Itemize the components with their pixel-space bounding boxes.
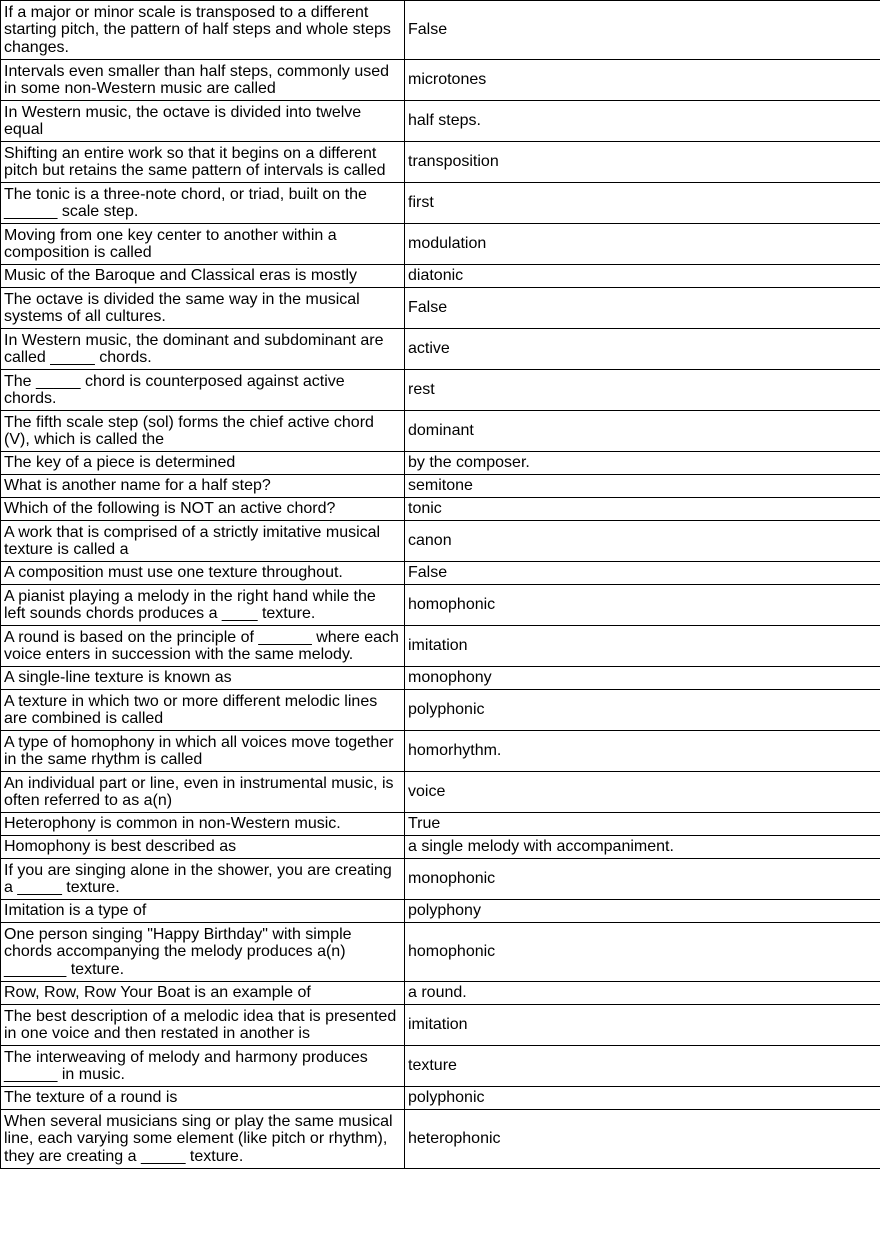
question-cell: The fifth scale step (sol) forms the chief active chord (V), which is called the: [1, 411, 405, 452]
answer-cell: half steps.: [405, 101, 880, 142]
answer-cell: by the composer.: [405, 452, 880, 475]
table-row: [1, 900, 880, 923]
table-row: [1, 142, 880, 183]
table-row: [1, 772, 880, 813]
answer-cell: homorhythm.: [405, 731, 880, 772]
table-row: [1, 1110, 880, 1169]
question-cell: A pianist playing a melody in the right hand while the left sounds chords produces a ____ texture.: [1, 585, 405, 626]
question-cell: A round is based on the principle of ______ where each voice enters in succession with the same melody.: [1, 626, 405, 667]
answer-cell: polyphonic: [405, 1087, 880, 1110]
question-cell: Which of the following is NOT an active chord?: [1, 498, 405, 521]
answer-cell: False: [405, 288, 880, 329]
question-cell: Intervals even smaller than half steps, commonly used in some non-Western music are called: [1, 60, 405, 101]
question-cell: When several musicians sing or play the same musical line, each varying some element (like pitch or rhythm), they are creating a _____ texture.: [1, 1110, 405, 1169]
table-row: [1, 585, 880, 626]
question-cell: An individual part or line, even in instrumental music, is often referred to as a(n): [1, 772, 405, 813]
question-cell: A composition must use one texture throughout.: [1, 562, 405, 585]
question-cell: If you are singing alone in the shower, you are creating a _____ texture.: [1, 859, 405, 900]
table-row: [1, 1087, 880, 1110]
table-row: [1, 329, 880, 370]
table-row: [1, 521, 880, 562]
answer-cell: texture: [405, 1046, 880, 1087]
question-cell: The key of a piece is determined: [1, 452, 405, 475]
answer-cell: True: [405, 813, 880, 836]
answer-cell: a single melody with accompaniment.: [405, 836, 880, 859]
answer-cell: homophonic: [405, 923, 880, 982]
question-cell: A single-line texture is known as: [1, 667, 405, 690]
question-cell: Imitation is a type of: [1, 900, 405, 923]
table-row: [1, 982, 880, 1005]
question-cell: One person singing "Happy Birthday" with simple chords accompanying the melody produces a(n) _______ texture.: [1, 923, 405, 982]
table-row: [1, 562, 880, 585]
question-cell: The tonic is a three-note chord, or triad, built on the ______ scale step.: [1, 183, 405, 224]
question-cell: The interweaving of melody and harmony produces ______ in music.: [1, 1046, 405, 1087]
answer-cell: first: [405, 183, 880, 224]
answer-cell: transposition: [405, 142, 880, 183]
table-row: [1, 836, 880, 859]
table-row: [1, 690, 880, 731]
table-row: [1, 288, 880, 329]
table-row: [1, 626, 880, 667]
answer-cell: semitone: [405, 475, 880, 498]
answer-cell: canon: [405, 521, 880, 562]
answer-cell: False: [405, 1, 880, 60]
table-row: [1, 101, 880, 142]
answer-cell: monophonic: [405, 859, 880, 900]
answer-cell: microtones: [405, 60, 880, 101]
answer-cell: heterophonic: [405, 1110, 880, 1169]
answer-cell: imitation: [405, 626, 880, 667]
answer-cell: active: [405, 329, 880, 370]
table-row: [1, 667, 880, 690]
answer-cell: homophonic: [405, 585, 880, 626]
question-cell: The best description of a melodic idea that is presented in one voice and then restated in another is: [1, 1005, 405, 1046]
question-cell: In Western music, the octave is divided into twelve equal: [1, 101, 405, 142]
question-cell: The _____ chord is counterposed against active chords.: [1, 370, 405, 411]
table-row: [1, 1005, 880, 1046]
table-row: [1, 475, 880, 498]
answer-cell: a round.: [405, 982, 880, 1005]
question-cell: Music of the Baroque and Classical eras is mostly: [1, 265, 405, 288]
answer-cell: monophony: [405, 667, 880, 690]
answer-cell: rest: [405, 370, 880, 411]
table-row: [1, 411, 880, 452]
question-cell: Moving from one key center to another within a composition is called: [1, 224, 405, 265]
table-row: [1, 813, 880, 836]
question-cell: What is another name for a half step?: [1, 475, 405, 498]
question-cell: Heterophony is common in non-Western music.: [1, 813, 405, 836]
answer-cell: False: [405, 562, 880, 585]
table-row: [1, 923, 880, 982]
question-cell: A texture in which two or more different melodic lines are combined is called: [1, 690, 405, 731]
question-cell: A type of homophony in which all voices move together in the same rhythm is called: [1, 731, 405, 772]
question-cell: Homophony is best described as: [1, 836, 405, 859]
question-cell: The texture of a round is: [1, 1087, 405, 1110]
question-cell: In Western music, the dominant and subdominant are called _____ chords.: [1, 329, 405, 370]
table-row: [1, 1046, 880, 1087]
answer-cell: diatonic: [405, 265, 880, 288]
answer-cell: imitation: [405, 1005, 880, 1046]
table-row: [1, 731, 880, 772]
table-row: [1, 452, 880, 475]
answer-cell: polyphonic: [405, 690, 880, 731]
answer-cell: dominant: [405, 411, 880, 452]
table-row: [1, 224, 880, 265]
question-cell: The octave is divided the same way in the musical systems of all cultures.: [1, 288, 405, 329]
table-row: [1, 265, 880, 288]
answer-cell: voice: [405, 772, 880, 813]
question-cell: A work that is comprised of a strictly imitative musical texture is called a: [1, 521, 405, 562]
flashcard-table-body: [1, 1, 880, 1169]
table-row: [1, 1, 880, 60]
table-row: [1, 859, 880, 900]
question-cell: Shifting an entire work so that it begins on a different pitch but retains the same pattern of intervals is called: [1, 142, 405, 183]
table-row: [1, 370, 880, 411]
table-row: [1, 183, 880, 224]
table-row: [1, 498, 880, 521]
question-cell: If a major or minor scale is transposed to a different starting pitch, the pattern of half steps and whole steps changes.: [1, 1, 405, 60]
answer-cell: polyphony: [405, 900, 880, 923]
answer-cell: tonic: [405, 498, 880, 521]
table-row: [1, 60, 880, 101]
question-cell: Row, Row, Row Your Boat is an example of: [1, 982, 405, 1005]
answer-cell: modulation: [405, 224, 880, 265]
